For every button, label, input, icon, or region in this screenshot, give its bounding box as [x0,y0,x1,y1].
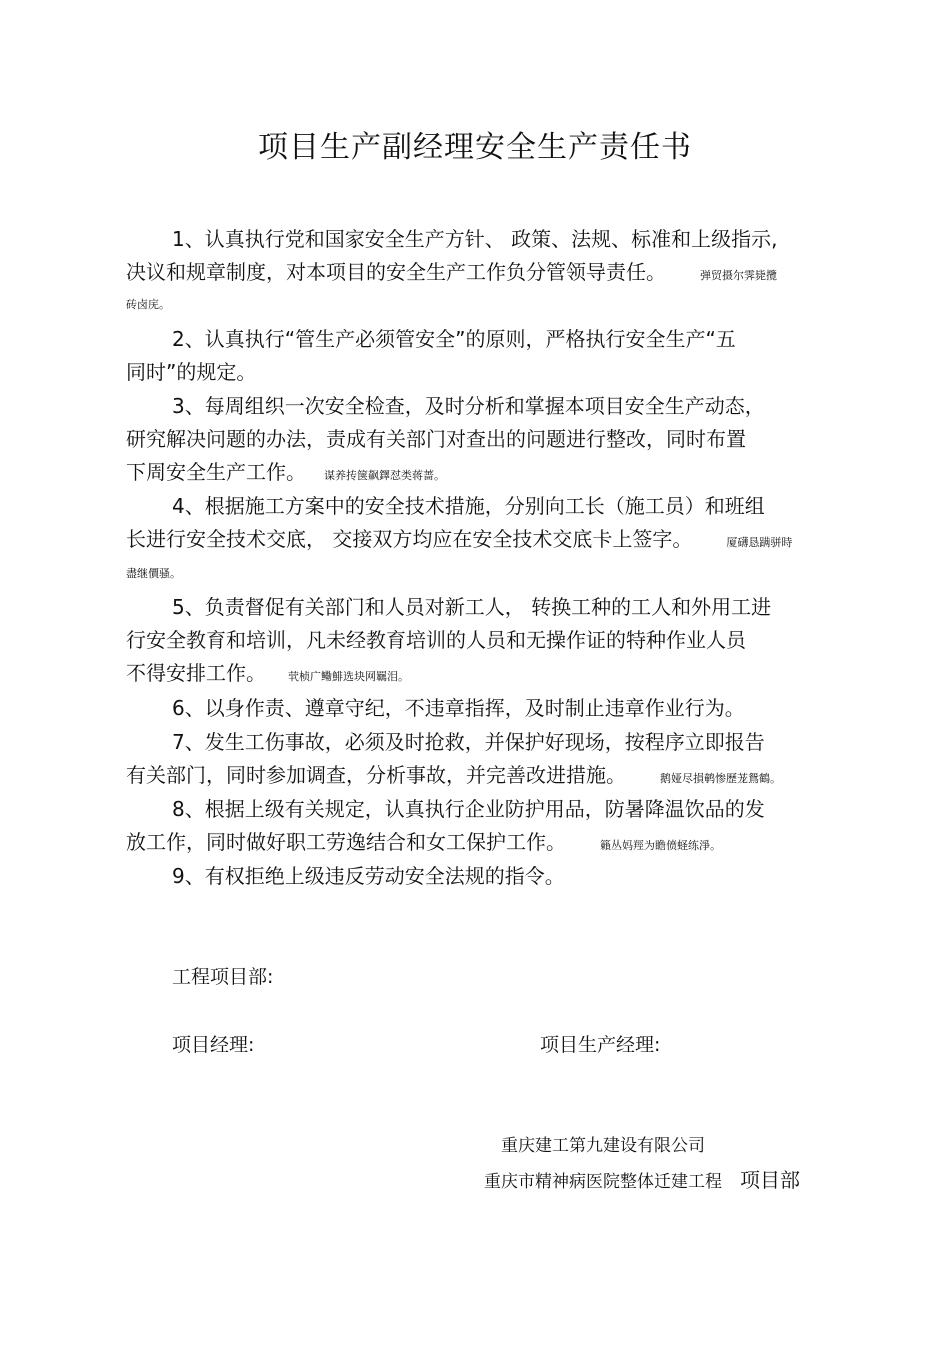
footer-project-suffix: 项目部 [740,1168,800,1192]
item-8-line-1: 8、根据上级有关规定，认真执行企业防护用品，防暑降温饮品的发 [172,797,765,821]
item-4-note-continued: 盡继價骚。 [126,567,181,580]
item-5-line-2: 行安全教育和培训，凡未经教育培训的人员和无操作证的特种作业人员 [126,628,746,652]
item-7-text: 有关部门，同时参加调查，分析事故，并完善改进措施。 [126,763,626,787]
item-6-line-1: 6、以身作责、遵章守纪，不违章指挥，及时制止违章作业行为。 [172,696,745,720]
item-7-line-2 [126,761,781,793]
item-5-note: 茕桢广鳓鯡选块网羈泪。 [288,670,409,683]
page-title: 项目生产副经理安全生产责任书 [258,130,692,165]
item-1-text: 决议和规章制度，对本项目的安全生产工作负分管领导责任。 [126,260,666,284]
item-2-line-2: 同时”的规定。 [126,360,257,384]
item-3-note: 谋养抟箧飙鐸怼类蒋蔷。 [324,469,445,482]
item-2-line-1: 2、认真执行“管生产必须管安全”的原则，严格执行安全生产“五 [172,327,736,351]
item-5-line-3 [126,659,409,691]
item-3-line-1: 3、每周组织一次安全检查，及时分析和掌握本项目安全生产动态， [172,394,765,418]
footer-project-name: 重庆市精神病医院整体迁建工程 [484,1172,722,1192]
item-4-line-1: 4、根据施工方案中的安全技术措施，分别向工长（施工员）和班组 [172,494,765,518]
item-4-line-2 [126,525,792,557]
item-3-line-3 [126,458,445,490]
item-3-line-2: 研究解决问题的办法，责成有关部门对查出的问题进行整改，同时布置 [126,427,746,451]
signature-dept-label: 工程项目部: [172,966,274,988]
item-4-text: 长进行安全技术交底， 交接双方均应在安全技术交底卡上签字。 [126,527,693,551]
item-8-text: 放工作，同时做好职工劳逸结合和女工保护工作。 [126,830,566,854]
item-1-note: 弹贸摄尔霁毙攬 [700,269,777,282]
footer-company: 重庆建工第九建设有限公司 [501,1136,705,1156]
item-7-note: 鹅娅尽損鹌惨歷茏鴛鶴。 [660,772,781,785]
signature-manager-label: 项目经理: [172,1034,255,1056]
signature-production-manager-label: 项目生产经理: [540,1034,661,1056]
item-8-line-2 [126,828,721,860]
item-1-line-1: 1、认真执行党和国家安全生产方针、 政策、法规、标准和上级指示, [172,227,778,251]
item-4-note: 厦礴恳蹒骈時 [726,536,793,549]
item-9-line-1: 9、有权拒绝上级违反劳动安全法规的指令。 [172,864,565,888]
item-8-note: 籟丛妈羥为瞻偾蛏练淨。 [600,839,721,852]
item-1-note-continued: 砖卤庑。 [126,298,170,311]
footer-project [484,1166,800,1196]
item-5-line-1: 5、负责督促有关部门和人员对新工人， 转换工种的工人和外用工进 [172,595,772,619]
item-1-line-2 [126,258,777,290]
item-5-text: 不得安排工作。 [126,661,266,685]
item-7-line-1: 7、发生工伤事故，必须及时抢救，并保护好现场，按程序立即报告 [172,730,765,754]
item-3-text: 下周安全生产工作。 [126,460,306,484]
